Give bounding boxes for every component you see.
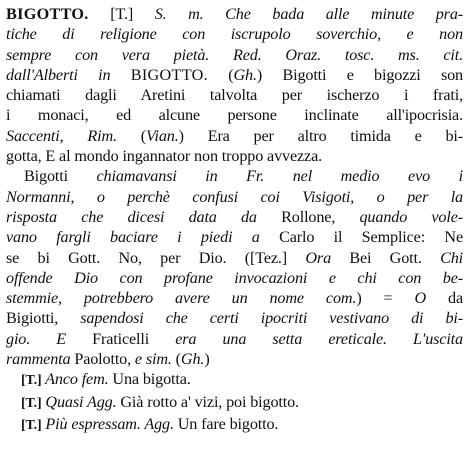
- text-segment: ) =: [356, 289, 415, 308]
- headword: BIGOTTO.: [6, 5, 89, 23]
- text-segment: BIGOTTO.: [130, 65, 208, 84]
- text-segment: ): [204, 350, 210, 369]
- sub-definitions: [6, 369, 463, 436]
- text-segment: chiamavansi in Fr. nel medio evo i: [96, 167, 463, 186]
- text-line: [6, 349, 463, 369]
- text-segment: (: [171, 350, 181, 369]
- text-segment: gio. E: [6, 329, 66, 348]
- source-tag: [T.]: [21, 417, 42, 433]
- text-segment: offende Dio con profane invocazioni e chi con be-: [6, 268, 463, 287]
- text-segment: gotta, E al mondo ingannator non troppo avvezza.: [6, 147, 323, 166]
- text-line: [6, 126, 463, 146]
- text-segment: ) Era per altro timida e bi-: [178, 126, 463, 145]
- text-segment: Un fare bigotto.: [173, 414, 279, 433]
- text-segment: i monaci, ed alcune persone inclinate all'ipocrisia.: [6, 106, 463, 125]
- text-segment: Chi: [440, 248, 463, 267]
- text-segment: Ora: [305, 248, 332, 267]
- text-line: [6, 329, 463, 349]
- text-segment: Normanni, o perchè confusi coi Visigoti, o per la: [6, 187, 463, 206]
- text-segment: Più espressam. Agg.: [41, 414, 174, 433]
- text-segment: risposta che dicesi data da: [6, 207, 282, 226]
- text-segment: e sim.: [134, 350, 172, 369]
- text-segment: chiamati dagli Aretini talvolta per ischerzo i frati,: [6, 86, 463, 105]
- text-segment: Una bigotta.: [108, 370, 191, 389]
- text-line: [6, 4, 463, 24]
- text-segment: , quando vole-: [331, 207, 463, 226]
- text-line: [6, 65, 463, 85]
- text-segment: [T.]: [88, 5, 155, 23]
- text-segment: Bei Gott.: [331, 248, 441, 267]
- text-segment: Saccenti, Rim.: [6, 126, 117, 145]
- text-segment: S. m. Che bada alle minute pra-: [154, 5, 463, 23]
- text-segment: Già rotto a' vizi, poi bigotto.: [116, 392, 299, 411]
- text-segment: Bigotti: [24, 167, 97, 186]
- text-segment: Rollone: [281, 207, 332, 226]
- sub-definition: [6, 369, 463, 391]
- text-line: [6, 227, 463, 247]
- text-segment: Bigiotti,: [6, 309, 81, 328]
- text-line: [6, 248, 463, 268]
- text-segment: vano fargli baciare i piedi a: [6, 228, 280, 247]
- text-segment: Gh.: [233, 65, 257, 84]
- text-segment: dall'Alberti in: [6, 65, 131, 84]
- text-segment: stemmie, potrebbero avere un nome com.: [6, 289, 357, 308]
- sub-definition: [6, 414, 463, 436]
- source-tag: [T.]: [21, 373, 42, 389]
- text-segment: Vian.: [145, 126, 179, 145]
- text-line: [6, 308, 463, 328]
- text-segment: rammenta: [6, 350, 71, 369]
- sub-definition: [6, 392, 463, 414]
- text-segment: sapendosi che certi ipocriti vestivano di bi-: [80, 309, 463, 328]
- text-segment: Paolotto,: [70, 350, 135, 369]
- text-segment: Quasi Agg.: [41, 392, 117, 411]
- text-segment: O: [414, 289, 427, 308]
- text-segment: : Ne: [420, 228, 463, 247]
- text-segment: Carlo il Semplice: [279, 228, 421, 247]
- text-segment: L'uscita: [386, 329, 463, 348]
- text-segment: sempre con vera pietà. Red. Oraz. tosc. ms. cit.: [6, 45, 463, 64]
- text-segment: (: [207, 65, 234, 84]
- text-line: [6, 24, 463, 44]
- text-segment: Gh.: [180, 350, 205, 369]
- text-line: [6, 268, 463, 288]
- text-line: [6, 187, 463, 207]
- dictionary-entry-bigotto: [6, 4, 463, 369]
- source-tag: [T.]: [21, 395, 42, 411]
- text-line: [6, 207, 463, 227]
- text-line: [6, 45, 463, 65]
- text-segment: se bi Gott. No, per Dio. ([Tez.]: [6, 248, 306, 267]
- text-line: [6, 146, 463, 166]
- text-segment: ) Bigotti e bigozzi son: [256, 65, 463, 84]
- text-line: [6, 105, 463, 125]
- text-segment: (: [116, 126, 146, 145]
- text-line: [6, 166, 463, 186]
- text-segment: Fraticelli: [66, 329, 176, 348]
- text-segment: da: [426, 289, 463, 308]
- text-segment: Anco fem.: [41, 370, 109, 389]
- text-line: [6, 85, 463, 105]
- text-line: [6, 288, 463, 308]
- text-segment: tiche di religione con iscrupolo soverchio, e non: [6, 25, 463, 44]
- text-segment: era una setta ereticale.: [175, 329, 387, 348]
